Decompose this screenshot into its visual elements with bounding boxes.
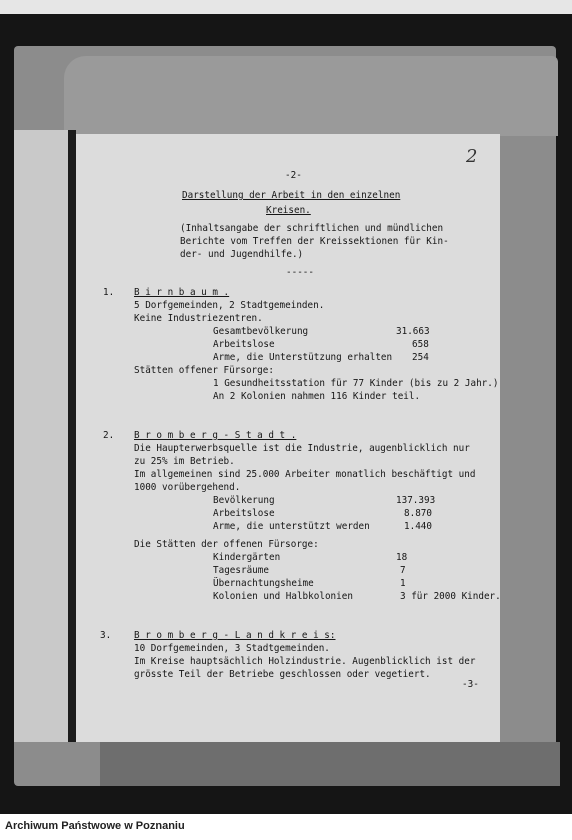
care-value: 18 (396, 552, 408, 563)
text-line: Im Kreise hauptsächlich Holzindustrie. Augenblicklich ist der (134, 656, 476, 667)
section-heading: B r o m b e r g - L a n d k r e i s: (134, 630, 336, 641)
text-line: 10 Dorfgemeinden, 3 Stadtgemeinden. (134, 643, 330, 654)
care-line: An 2 Kolonien nahmen 116 Kinder teil. (213, 391, 421, 402)
care-label: Übernachtungsheime (213, 578, 314, 589)
left-page (14, 130, 72, 742)
text-line: grösste Teil der Betriebe geschlossen oder vegetiert. (134, 669, 431, 680)
section-number: 3. (100, 630, 112, 641)
bottom-band (100, 742, 560, 786)
care-line: 1 Gesundheitsstation für 77 Kinder (bis zu 2 Jahr.) (213, 378, 499, 389)
document-title: Darstellung der Arbeit in den einzelnen (182, 190, 401, 201)
care-label: Kolonien und Halbkolonien (213, 591, 353, 602)
subtitle-line: Berichte vom Treffen der Kreissektionen für Kin- (180, 236, 449, 247)
handwritten-page-number: 2 (466, 146, 478, 167)
care-value: 1 (400, 578, 406, 589)
archive-footer (0, 814, 572, 840)
text-line: zu 25% im Betrieb. (134, 456, 235, 467)
section-heading: B i r n b a u m . (134, 287, 230, 298)
page-shadow (68, 130, 76, 742)
stat-value: 8.870 (404, 508, 432, 519)
section-number: 2. (103, 430, 115, 441)
section-heading: B r o m b e r g - S t a d t . (134, 430, 297, 441)
text-line: 1000 vorübergehend. (134, 482, 241, 493)
section-number: 1. (103, 287, 115, 298)
stat-label: Bevölkerung (213, 495, 275, 506)
page-edge (64, 56, 558, 136)
document-title-line2: Kreisen. (266, 205, 311, 216)
care-value: 3 für 2000 Kinder. (400, 591, 501, 602)
subtitle-line: (Inhaltsangabe der schriftlichen und mündlichen (180, 223, 444, 234)
stat-label: Arme, die Unterstützung erhalten (213, 352, 393, 363)
page-number: -2- (285, 170, 302, 181)
stat-value: 254 (412, 352, 429, 363)
next-page-marker: -3- (462, 679, 479, 690)
top-strip (0, 0, 572, 14)
stat-label: Arme, die unterstützt werden (213, 521, 370, 532)
stat-value: 658 (412, 339, 429, 350)
text-line: 5 Dorfgemeinden, 2 Stadtgemeinden. (134, 300, 325, 311)
archive-name: Archiwum Państwowe w Poznaniu (5, 820, 185, 832)
care-value: 7 (400, 565, 406, 576)
text-line: Keine Industriezentren. (134, 313, 263, 324)
stat-label: Arbeitslose (213, 508, 275, 519)
separator: ----- (286, 267, 314, 278)
care-label: Tagesräume (213, 565, 269, 576)
text-line: Im allgemeinen sind 25.000 Arbeiter monatlich beschäftigt und (134, 469, 476, 480)
care-heading: Stätten offener Fürsorge: (134, 365, 274, 376)
stat-value: 1.440 (404, 521, 432, 532)
care-heading: Die Stätten der offenen Fürsorge: (134, 539, 319, 550)
text-line: Die Haupterwerbsquelle ist die Industrie, augenblicklich nur (134, 443, 470, 454)
stat-value: 31.663 (396, 326, 430, 337)
stat-label: Arbeitslose (213, 339, 275, 350)
stat-label: Gesamtbevölkerung (213, 326, 309, 337)
stat-value: 137.393 (396, 495, 436, 506)
care-label: Kindergärten (213, 552, 281, 563)
subtitle-line: der- und Jugendhilfe.) (180, 249, 304, 260)
